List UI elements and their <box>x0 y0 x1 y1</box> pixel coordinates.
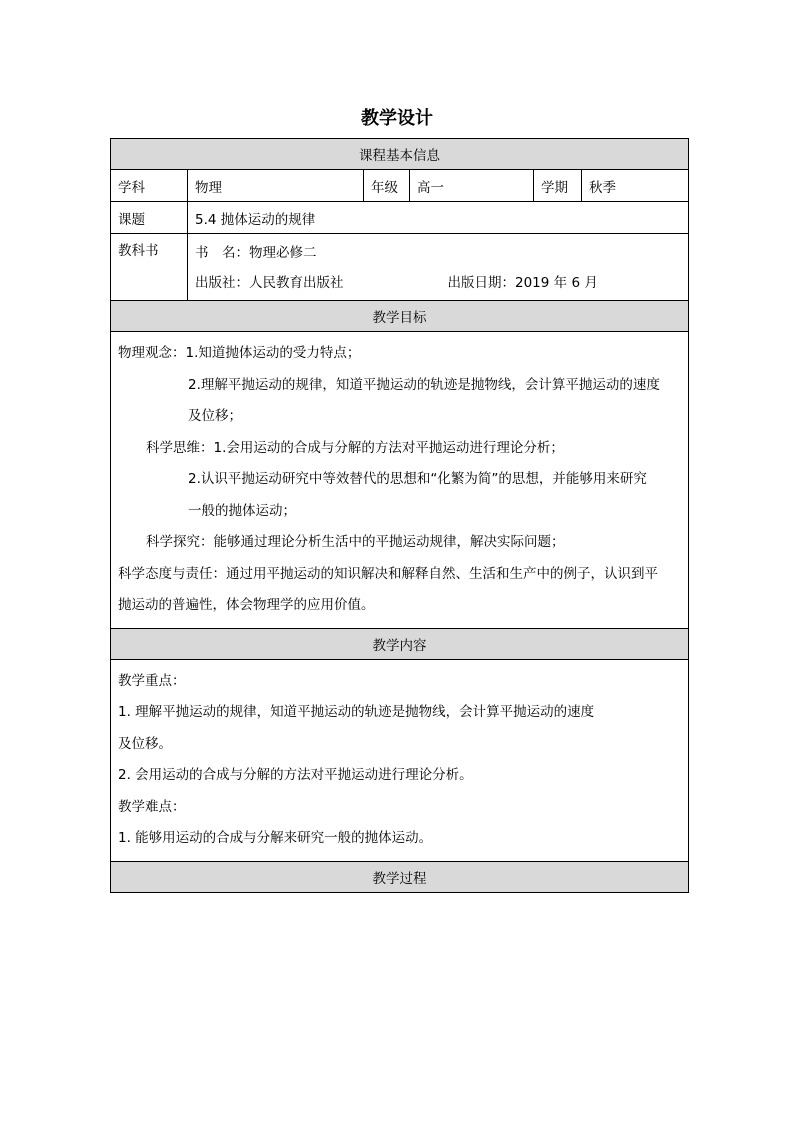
topic-value: 5.4 抛体运动的规律 <box>188 202 689 234</box>
document-title: 教学设计 <box>361 108 433 129</box>
term-value: 秋季 <box>582 170 689 202</box>
content-row <box>111 659 689 861</box>
objectives-header-row <box>111 301 689 332</box>
content-line: 2. 会用运动的合成与分解的方法对平抛运动进行理论分析。 <box>118 767 473 783</box>
textbook-row <box>111 234 689 301</box>
content-line: 及位移。 <box>118 735 172 752</box>
topic-label: 课题 <box>111 202 188 234</box>
publisher: 出版社：人民教育出版社 <box>195 275 344 291</box>
content-line: 教学难点： <box>118 798 186 815</box>
objective-line: 2.理解平抛运动的规律，知道平抛运动的轨迹是抛物线，会计算平抛运动的速度 <box>188 376 660 393</box>
objective-line: 及位移； <box>188 408 242 424</box>
subject-value: 物理 <box>188 170 364 202</box>
content-line: 教学重点： <box>118 672 186 689</box>
objective-line: 2.认识平抛运动研究中等效替代的思想和“化繁为简”的思想，并能够用来研究 <box>188 471 647 487</box>
objectives-row <box>111 332 689 629</box>
grade-value: 高一 <box>410 170 534 202</box>
objectives-header: 教学目标 <box>111 301 689 332</box>
content-header-row <box>111 628 689 659</box>
objective-line: 科学探究：能够通过理论分析生活中的平抛运动规律，解决实际问题； <box>146 534 565 550</box>
objective-line: 物理观念：1.知道抛体运动的受力特点； <box>118 345 361 361</box>
content-header: 教学内容 <box>111 628 689 659</box>
process-header-row <box>111 861 689 892</box>
lesson-plan-table <box>110 138 689 893</box>
basic-info-header-row <box>111 139 689 170</box>
content-line: 1. 能够用运动的合成与分解来研究一般的抛体运动。 <box>118 830 433 846</box>
process-header: 教学过程 <box>111 861 689 892</box>
topic-row <box>111 202 689 234</box>
term-label: 学期 <box>534 170 582 202</box>
textbook-label: 教科书 <box>111 234 188 301</box>
objective-line: 科学态度与责任：通过用平抛运动的知识解决和解释自然、生活和生产中的例子，认识到平 <box>118 565 658 582</box>
subject-label: 学科 <box>111 170 188 202</box>
objective-line: 一般的抛体运动； <box>188 502 296 519</box>
basic-info-header: 课程基本信息 <box>111 139 689 170</box>
content-body <box>111 659 689 861</box>
publication-line <box>195 268 681 298</box>
objective-line: 抛运动的普遍性，体会物理学的应用价值。 <box>118 597 375 613</box>
subject-row <box>111 170 689 202</box>
objective-line: 科学思维：1.会用运动的合成与分解的方法对平抛运动进行理论分析； <box>146 439 564 456</box>
textbook-info <box>188 234 689 301</box>
book-name: 书 名：物理必修二 <box>195 245 317 261</box>
grade-label: 年级 <box>364 170 410 202</box>
objectives-body <box>111 332 689 629</box>
content-line: 1. 理解平抛运动的规律，知道平抛运动的轨迹是抛物线，会计算平抛运动的速度 <box>118 704 595 720</box>
publication-date: 出版日期：2019 年 6 月 <box>447 275 598 291</box>
